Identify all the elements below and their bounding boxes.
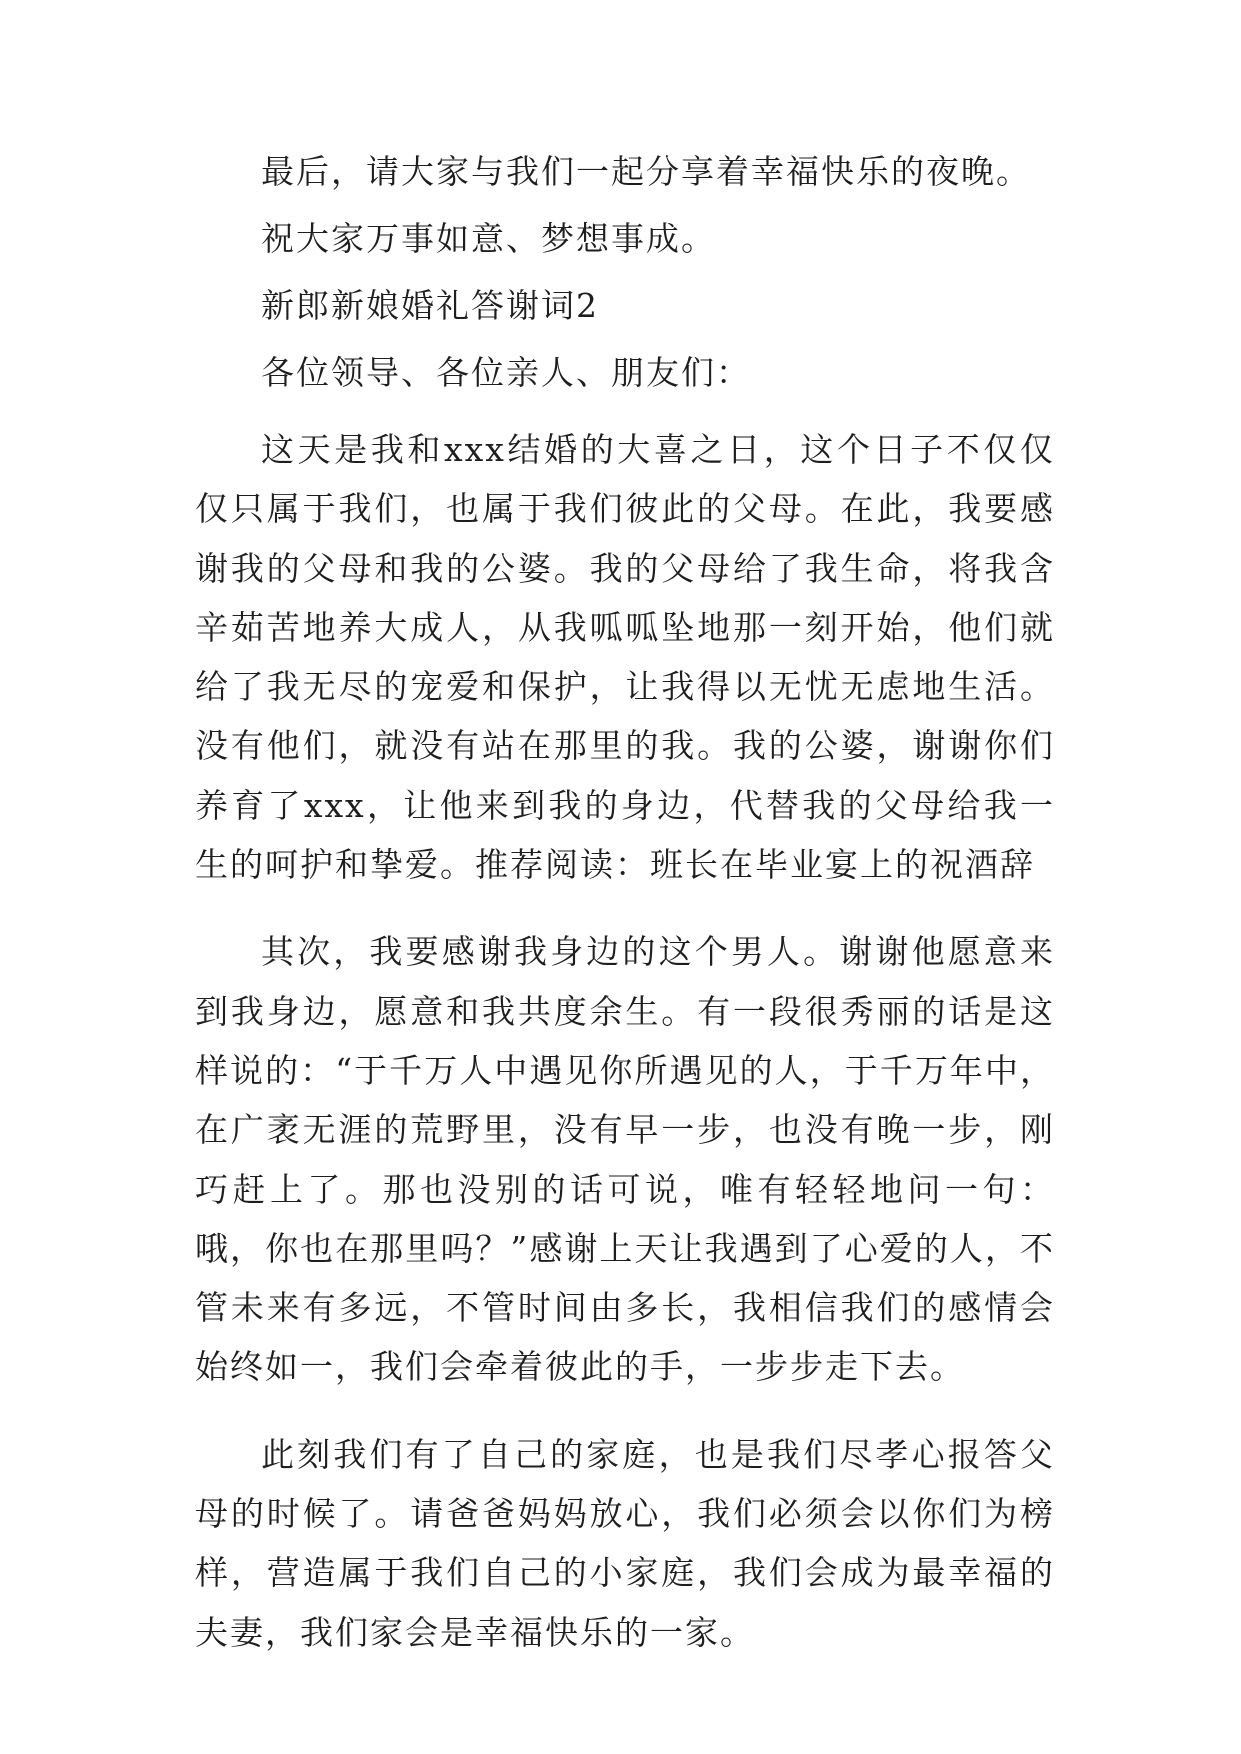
- salutation-paragraph: 各位领导、各位亲人、朋友们：: [261, 353, 751, 392]
- wishes-paragraph: 祝大家万事如意、梦想事成。: [261, 219, 716, 258]
- body-paragraph-husband: 其次，我要感谢我身边的这个男人。谢谢他愿意来到我身边，愿意和我共度余生。有一段很秀丽的话是这样说的：“于千万人中遇见你所遇见的人，于千万年中，在广袤无涯的荒野里，没有早一步，也没有晚一步，刚巧赶上了。那也没别的话可说，唯有轻轻地问一句：哦，你也在那里吗？”感谢上天让我遇到了心爱的人，不管未来有多远，不管时间由多长，我相信我们的感情会始终如一，我们会牵着彼此的手，一步步走下去。: [195, 932, 1055, 1387]
- body-paragraph-family: 此刻我们有了自己的家庭，也是我们尽孝心报答父母的时候了。请爸爸妈妈放心，我们必须会以你们为榜样，营造属于我们自己的小家庭，我们会成为最幸福的夫妻，我们家会是幸福快乐的一家。: [195, 1434, 1055, 1652]
- document-body: [195, 152, 1055, 1690]
- section-title: 新郎新娘婚礼答谢词2: [261, 286, 599, 325]
- body-paragraph-parents: 这天是我和xxx结婚的大喜之日，这个日子不仅仅仅只属于我们，也属于我们彼此的父母。在此，我要感谢我的父母和我的公婆。我的父母给了我生命，将我含辛茹苦地养大成人，从我呱呱坠地那一刻开始，他们就给了我无尽的宠爱和保护，让我得以无忧无虑地生活。没有他们，就没有站在那里的我。我的公婆，谢谢你们养育了xxx，让他来到我的身边，代替我的父母给我一生的呵护和挚爱。推荐阅读：班长在毕业宴上的祝酒辞: [195, 430, 1055, 885]
- closing-paragraph: 最后，请大家与我们一起分享着幸福快乐的夜晚。: [261, 152, 1031, 191]
